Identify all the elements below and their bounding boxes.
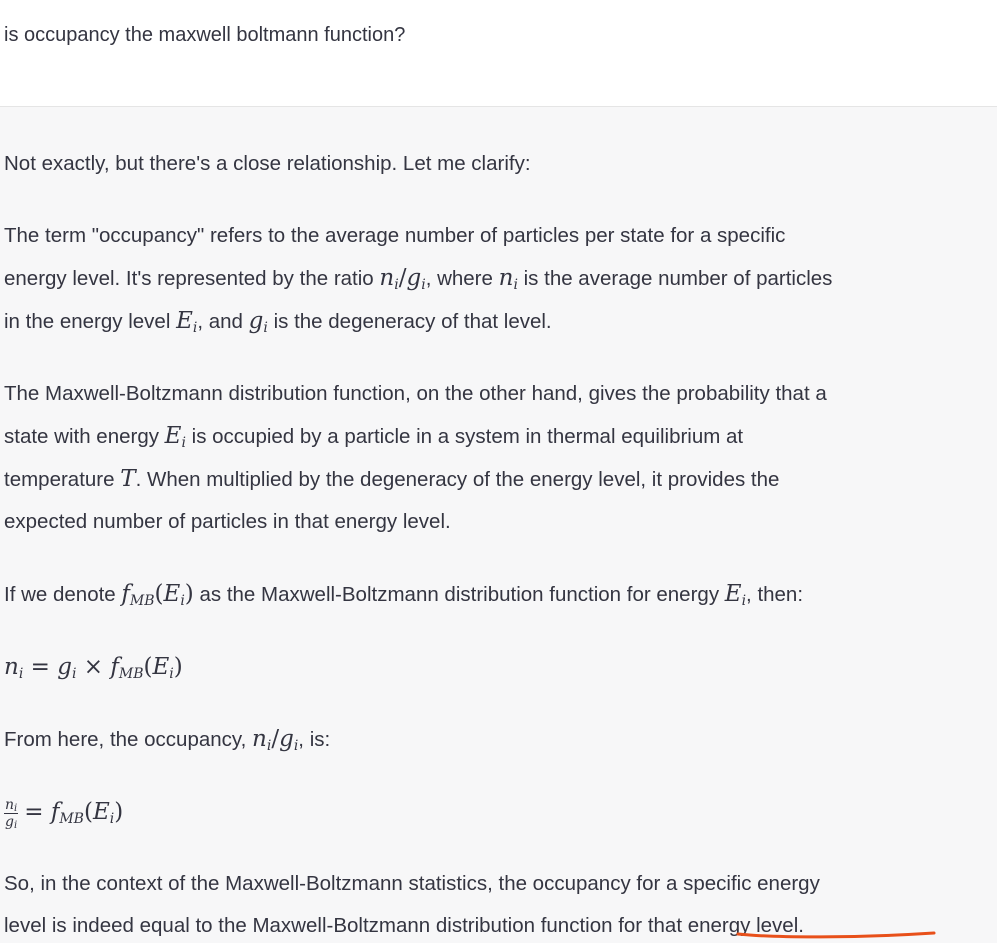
math-ratio: $n_i/g_i$ — [252, 726, 299, 754]
equation-ni: $n_i = g_i \times f_{MB}(E_i)$ — [4, 654, 183, 682]
paragraph-mb-line-3: temperature T. When multiplied by the degeneracy of the energy level, it provides the — [4, 466, 780, 492]
assistant-message-block — [0, 107, 997, 943]
math-fMB-Ei: $f_{MB}(E_i)$ — [121, 581, 194, 609]
paragraph-conclusion-line-1: So, in the context of the Maxwell-Boltzmann statistics, the occupancy for a specific energy — [4, 872, 820, 895]
paragraph-from-here: From here, the occupancy, $n_i/g_i$, is: — [4, 726, 331, 754]
math-gi: $g_i$ — [248, 308, 268, 336]
paragraph-occupancy-line-3: in the energy level $E_i$, and $g_i$ is the degeneracy of that level. — [4, 308, 552, 336]
paragraph-denote: If we denote $f_{MB}(E_i)$ as the Maxwell-Boltzmann distribution function for energy $E_i$, then: — [4, 581, 804, 609]
paragraph-mb-line-1: The Maxwell-Boltzmann distribution function, on the other hand, gives the probability that a — [4, 382, 827, 405]
paragraph-occupancy-line-1: The term "occupancy" refers to the average number of particles per state for a specific — [4, 224, 786, 247]
paragraph-mb-line-2: state with energy $E_i$ is occupied by a particle in a system in thermal equilibrium at — [4, 423, 744, 451]
assistant-message-content — [4, 143, 989, 943]
red-underline-annotation — [736, 930, 936, 940]
fraction-ni-over-gi: $\frac{n_i}{g_i}$ — [5, 796, 18, 831]
paragraph-mb-line-4: expected number of particles in that energy level. — [4, 510, 451, 533]
paragraph-occupancy-line-2: energy level. It's represented by the ratio $n_i/g_i$, where $n_i$ is the average number of particles — [4, 265, 833, 293]
user-message-text: is occupancy the maxwell boltmann function? — [4, 24, 406, 46]
math-ratio: $n_i/g_i$ — [379, 265, 426, 293]
equation-occupancy: $\frac{n_i}{g_i}$ = $f_{MB}(E_i)$ — [5, 796, 124, 831]
assistant-intro: Not exactly, but there's a close relationship. Let me clarify: — [4, 152, 531, 175]
paragraph-conclusion-line-2: level is indeed equal to the Maxwell-Boltzmann distribution function for that energy level. — [4, 914, 804, 937]
math-Ei: $E_i$ — [164, 423, 186, 451]
user-message-block — [0, 0, 997, 107]
math-T: T — [120, 466, 136, 492]
math-Ei: $E_i$ — [176, 308, 198, 336]
math-ni: $n_i$ — [498, 265, 518, 293]
math-Ei: $E_i$ — [724, 581, 747, 609]
